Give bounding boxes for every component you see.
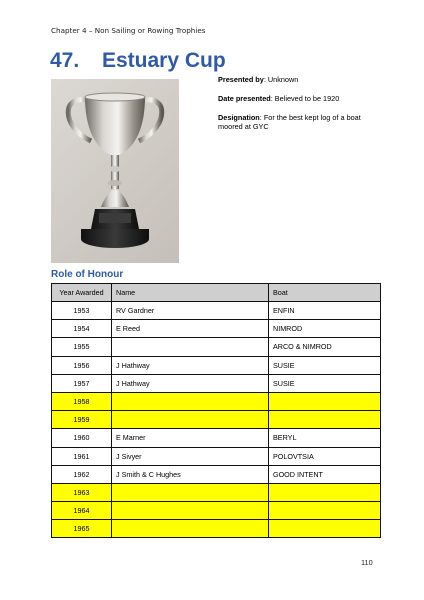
cell-name: E Marner <box>112 429 269 447</box>
column-header-name: Name <box>112 284 269 302</box>
cell-boat: SUSIE <box>269 356 381 374</box>
cell-year: 1954 <box>52 320 112 338</box>
trophy-details <box>218 75 383 141</box>
cell-year: 1960 <box>52 429 112 447</box>
table-row <box>52 411 381 429</box>
cell-name <box>112 411 269 429</box>
cell-year: 1957 <box>52 374 112 392</box>
cell-name <box>112 502 269 520</box>
cell-name: J Hathway <box>112 356 269 374</box>
trophy-name: Estuary Cup <box>102 49 226 72</box>
table-row <box>52 502 381 520</box>
cell-year: 1964 <box>52 502 112 520</box>
cell-year: 1961 <box>52 447 112 465</box>
roll-of-honour-table <box>51 283 381 538</box>
table-row <box>52 429 381 447</box>
cell-name: J Sivyer <box>112 447 269 465</box>
presented-by: Presented by: Unknown <box>218 75 299 84</box>
cell-boat: BERYL <box>269 429 381 447</box>
table-header-row <box>52 284 381 302</box>
cell-boat <box>269 483 381 501</box>
cell-year: 1965 <box>52 520 112 538</box>
cell-year: 1953 <box>52 302 112 320</box>
roll-of-honour-heading: Role of Honour <box>51 269 124 280</box>
cell-boat <box>269 392 381 410</box>
cell-year: 1955 <box>52 338 112 356</box>
cell-name: J Hathway <box>112 374 269 392</box>
table-row <box>52 392 381 410</box>
trophy-title <box>50 49 226 75</box>
cell-boat <box>269 520 381 538</box>
table-row <box>52 338 381 356</box>
cell-name <box>112 520 269 538</box>
table-row <box>52 320 381 338</box>
table-row <box>52 520 381 538</box>
cell-year: 1958 <box>52 392 112 410</box>
cell-name: J Smith & C Hughes <box>112 465 269 483</box>
cell-boat: GOOD INTENT <box>269 465 381 483</box>
designation: Designation: For the best kept log of a boat moored at GYC <box>218 112 361 131</box>
table-row <box>52 302 381 320</box>
column-header-boat: Boat <box>269 284 381 302</box>
trophy-number: 47. <box>50 49 80 72</box>
cell-boat <box>269 411 381 429</box>
cell-boat: ENFIN <box>269 302 381 320</box>
cell-boat: POLOVTSIA <box>269 447 381 465</box>
table-row <box>52 356 381 374</box>
cell-boat: SUSIE <box>269 374 381 392</box>
cell-year: 1963 <box>52 483 112 501</box>
trophy-cup-photo-icon <box>51 79 179 263</box>
cell-name: RV Gardner <box>112 302 269 320</box>
running-header: Chapter 4 – Non Sailing or Rowing Trophies <box>51 26 206 35</box>
cell-name: E Reed <box>112 320 269 338</box>
cell-name <box>112 392 269 410</box>
cell-year: 1962 <box>52 465 112 483</box>
cell-year: 1956 <box>52 356 112 374</box>
cell-boat: NIMROD <box>269 320 381 338</box>
date-presented: Date presented: Believed to be 1920 <box>218 93 340 103</box>
cell-name <box>112 338 269 356</box>
cell-boat <box>269 502 381 520</box>
table-row <box>52 447 381 465</box>
cell-year: 1959 <box>52 411 112 429</box>
cell-boat: ARCO & NIMROD <box>269 338 381 356</box>
table-row <box>52 374 381 392</box>
table-row <box>52 465 381 483</box>
page-number: 110 <box>361 558 373 567</box>
cell-name <box>112 483 269 501</box>
table-row <box>52 483 381 501</box>
column-header-year: Year Awarded <box>52 284 112 302</box>
